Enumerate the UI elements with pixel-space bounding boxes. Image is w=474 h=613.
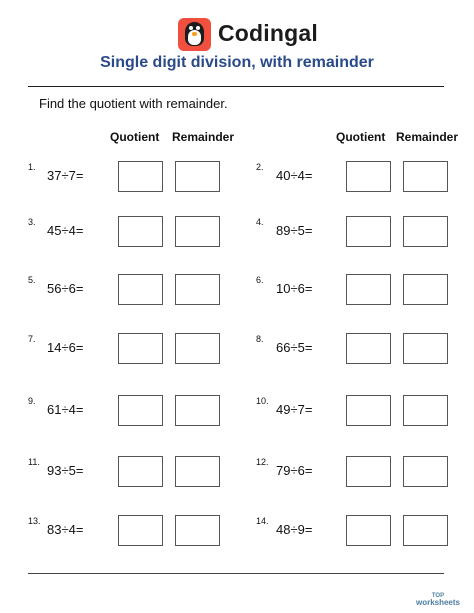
quotient-answer-box[interactable] (346, 274, 391, 305)
problem-expression: 48÷9= (276, 522, 313, 537)
remainder-answer-box[interactable] (403, 333, 448, 364)
problem-number: 8. (256, 334, 264, 344)
problem-expression: 56÷6= (47, 281, 84, 296)
problem-expression: 40÷4= (276, 168, 313, 183)
instruction-text: Find the quotient with remainder. (39, 96, 228, 111)
quotient-answer-box[interactable] (118, 395, 163, 426)
problem-item (28, 161, 228, 193)
problem-item (28, 515, 228, 547)
remainder-answer-box[interactable] (175, 274, 220, 305)
problem-number: 9. (28, 396, 36, 406)
problem-expression: 49÷7= (276, 402, 313, 417)
quotient-answer-box[interactable] (118, 161, 163, 192)
problem-expression: 37÷7= (47, 168, 84, 183)
problem-number: 3. (28, 217, 36, 227)
quotient-answer-box[interactable] (346, 333, 391, 364)
problem-number: 11. (28, 457, 40, 467)
quotient-answer-box[interactable] (346, 216, 391, 247)
problem-expression: 79÷6= (276, 463, 313, 478)
problem-item (256, 395, 456, 427)
problem-number: 4. (256, 217, 264, 227)
problem-item (256, 456, 456, 488)
problem-item (28, 395, 228, 427)
quotient-answer-box[interactable] (346, 161, 391, 192)
footer-logo-line1: TOP (431, 593, 445, 599)
remainder-answer-box[interactable] (403, 274, 448, 305)
quotient-answer-box[interactable] (118, 274, 163, 305)
problem-expression: 66÷5= (276, 340, 313, 355)
problem-expression: 14÷6= (47, 340, 84, 355)
problem-item (256, 216, 456, 248)
problem-item (28, 333, 228, 365)
problem-item (28, 274, 228, 306)
remainder-answer-box[interactable] (403, 216, 448, 247)
footer-logo (416, 593, 460, 607)
problem-expression: 45÷4= (47, 223, 84, 238)
bottom-divider (28, 573, 444, 574)
problem-item (28, 216, 228, 248)
remainder-answer-box[interactable] (175, 395, 220, 426)
problem-item (256, 274, 456, 306)
worksheet-title: Single digit division, with remainder (100, 54, 374, 71)
remainder-answer-box[interactable] (175, 216, 220, 247)
remainder-answer-box[interactable] (403, 395, 448, 426)
column-header-remainder-right: Remainder (396, 130, 459, 144)
problem-item (256, 515, 456, 547)
column-header-quotient-left: Quotient (110, 130, 160, 144)
header (0, 8, 474, 48)
quotient-answer-box[interactable] (118, 216, 163, 247)
quotient-answer-box[interactable] (118, 333, 163, 364)
problem-number: 10. (256, 396, 269, 406)
quotient-answer-box[interactable] (118, 456, 163, 487)
column-header-quotient-right: Quotient (336, 130, 386, 144)
problem-expression: 83÷4= (47, 522, 84, 537)
problem-item (256, 333, 456, 365)
problem-expression: 10÷6= (276, 281, 313, 296)
problem-number: 5. (28, 275, 36, 285)
remainder-answer-box[interactable] (175, 456, 220, 487)
problem-number: 7. (28, 334, 36, 344)
quotient-answer-box[interactable] (346, 395, 391, 426)
remainder-answer-box[interactable] (175, 333, 220, 364)
problem-number: 2. (256, 162, 264, 172)
problem-expression: 93÷5= (47, 463, 84, 478)
problem-expression: 61÷4= (47, 402, 84, 417)
problem-item (28, 456, 228, 488)
quotient-answer-box[interactable] (346, 456, 391, 487)
footer-logo-line2: worksheets (415, 598, 460, 607)
quotient-answer-box[interactable] (118, 515, 163, 546)
top-divider (28, 86, 444, 87)
problem-number: 12. (256, 457, 269, 467)
problem-number: 1. (28, 162, 36, 172)
remainder-answer-box[interactable] (175, 515, 220, 546)
problem-item (256, 161, 456, 193)
problem-number: 14. (256, 516, 269, 526)
remainder-answer-box[interactable] (403, 515, 448, 546)
remainder-answer-box[interactable] (175, 161, 220, 192)
remainder-answer-box[interactable] (403, 456, 448, 487)
problem-expression: 89÷5= (276, 223, 313, 238)
problem-number: 13. (28, 516, 41, 526)
brand-name: Codingal (218, 20, 318, 46)
remainder-answer-box[interactable] (403, 161, 448, 192)
column-header-remainder-left: Remainder (172, 130, 235, 144)
penguin-logo-icon (178, 18, 211, 51)
problem-number: 6. (256, 275, 264, 285)
quotient-answer-box[interactable] (346, 515, 391, 546)
